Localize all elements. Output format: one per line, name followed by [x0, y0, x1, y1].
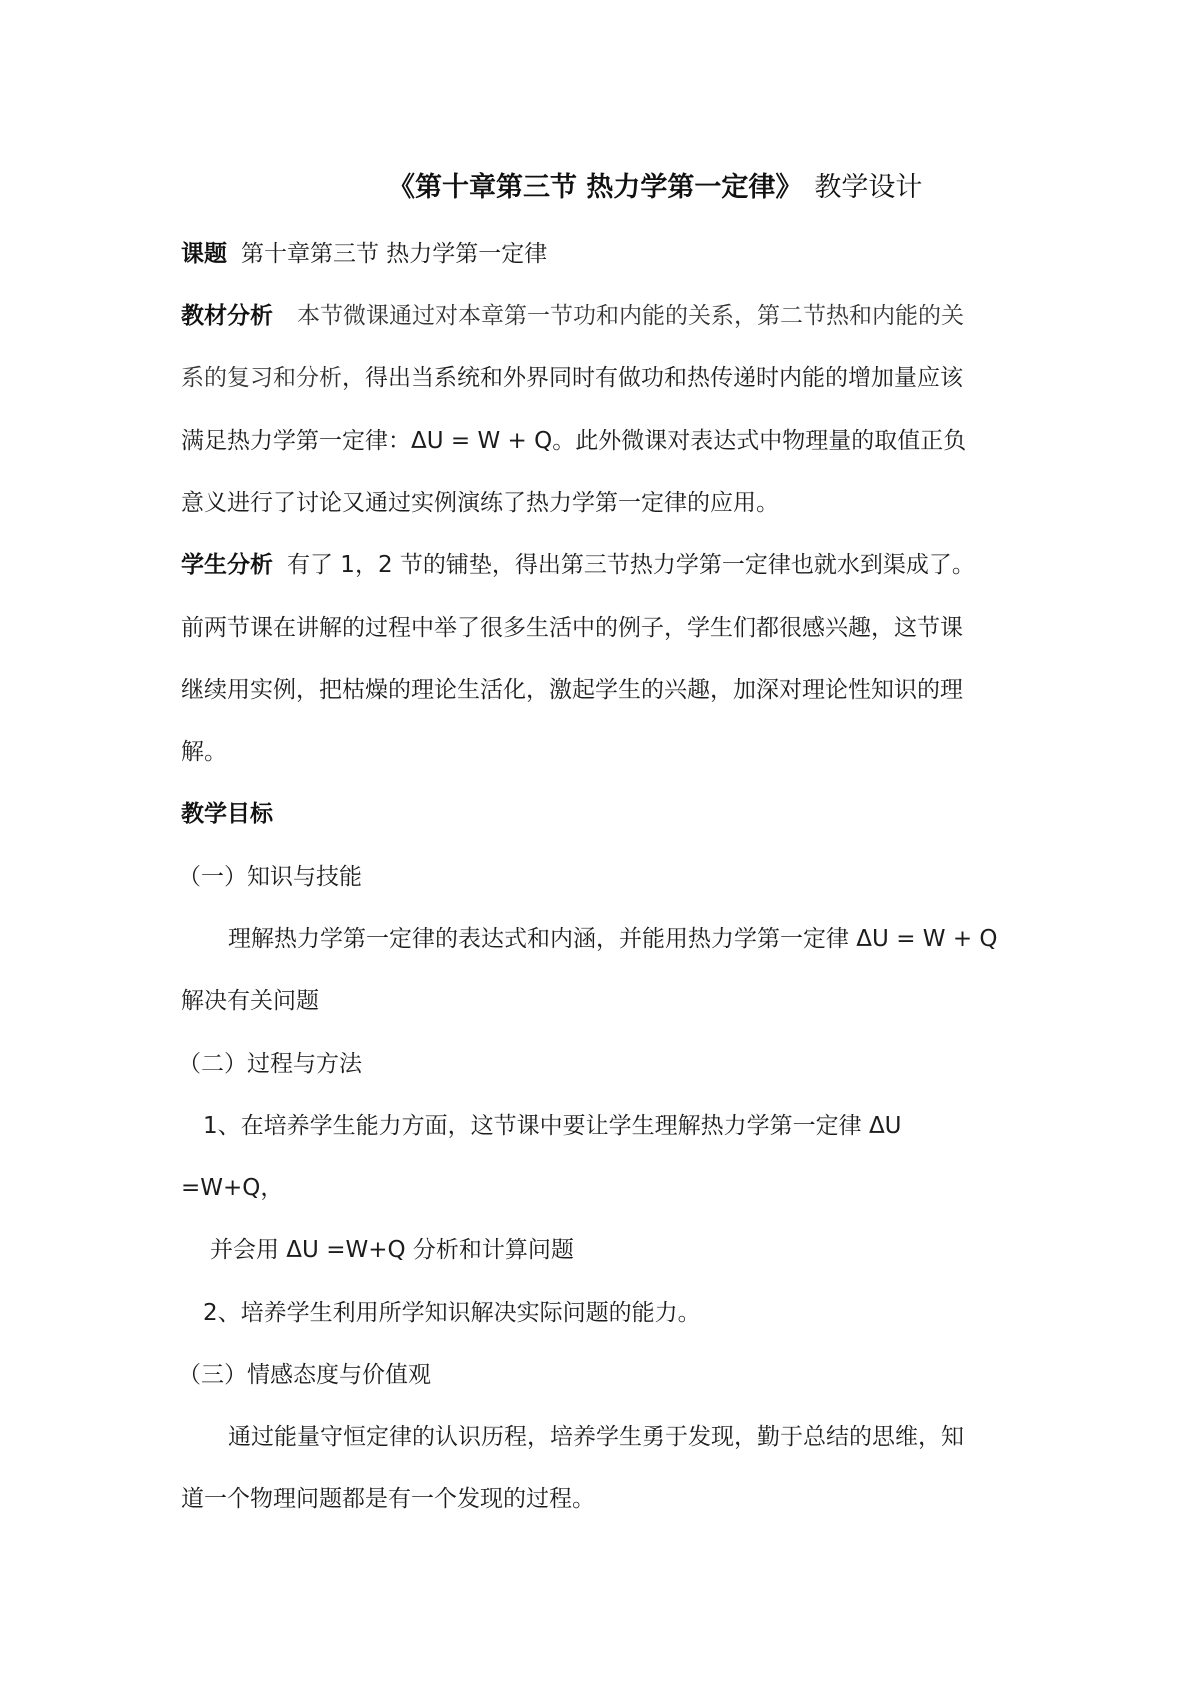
objectives-part2-heading: （二）过程与方法: [178, 1051, 362, 1077]
title-main: 《第十章第三节 热力学第一定律》: [388, 172, 803, 203]
document-title: [388, 170, 922, 206]
objectives-heading: 教学目标: [181, 801, 273, 827]
material-analysis-line-3: 满足热力学第一定律：ΔU = W + Q。此外微课对表达式中物理量的取值正负: [181, 428, 967, 454]
objectives-part2-item2: 2、培养学生利用所学知识解决实际问题的能力。: [203, 1300, 701, 1326]
material-analysis-line-2: [181, 362, 963, 394]
topic-line: [181, 238, 547, 270]
student-analysis-line-2: 前两节课在讲解的过程中举了很多生活中的例子，学生们都很感兴趣，这节课: [181, 615, 963, 641]
objectives-part3-line-1: 通过能量守恒定律的认识历程，培养学生勇于发现，勤于总结的思维，知: [228, 1424, 964, 1450]
objectives-part3-line-2: 道一个物理问题都是有一个发现的过程。: [181, 1486, 595, 1512]
student-analysis-line-4: 解。: [181, 739, 227, 765]
material-analysis-label: 教材分析: [181, 303, 273, 329]
topic-label: 课题: [181, 241, 227, 267]
objectives-part3-heading: （三）情感态度与价值观: [178, 1362, 431, 1388]
objectives-part1-line-1: 理解热力学第一定律的表达式和内涵，并能用热力学第一定律 ΔU = W + Q: [228, 926, 998, 952]
material-analysis-text-1: 本节微课通过对本章第一节功和内能的关系，第二节热和内能的关: [297, 303, 964, 329]
material-analysis-line-4: 意义进行了讨论又通过实例演练了热力学第一定律的应用。: [181, 490, 779, 516]
objectives-part1-heading: （一）知识与技能: [178, 864, 362, 890]
objectives-part1-line-2: 解决有关问题: [181, 988, 319, 1014]
material-analysis-line-1: [181, 300, 964, 332]
student-analysis-line-3: 继续用实例，把枯燥的理论生活化，激起学生的兴趣，加深对理论性知识的理: [181, 677, 963, 703]
student-analysis-line-1: [181, 549, 975, 581]
objectives-part2-item1-line-2: =W+Q，: [181, 1175, 284, 1201]
material-analysis-text-2a: 系的复习和分析: [181, 365, 342, 391]
student-analysis-text-1: 有了 1，2 节的铺垫，得出第三节热力学第一定律也就水到渠成了。: [287, 552, 975, 578]
title-suffix: 教学设计: [814, 172, 923, 203]
material-analysis-text-2b: ，得出当系统和外界同时有做功和热传递时内能的增加量应该: [342, 365, 963, 391]
objectives-part2-item1-line-1: 1、在培养学生能力方面，这节课中要让学生理解热力学第一定律 ΔU: [203, 1113, 902, 1139]
student-analysis-label: 学生分析: [181, 552, 273, 578]
objectives-part2-item1-line-3: 并会用 ΔU =W+Q 分析和计算问题: [210, 1237, 574, 1263]
topic-text: 第十章第三节 热力学第一定律: [241, 241, 548, 267]
